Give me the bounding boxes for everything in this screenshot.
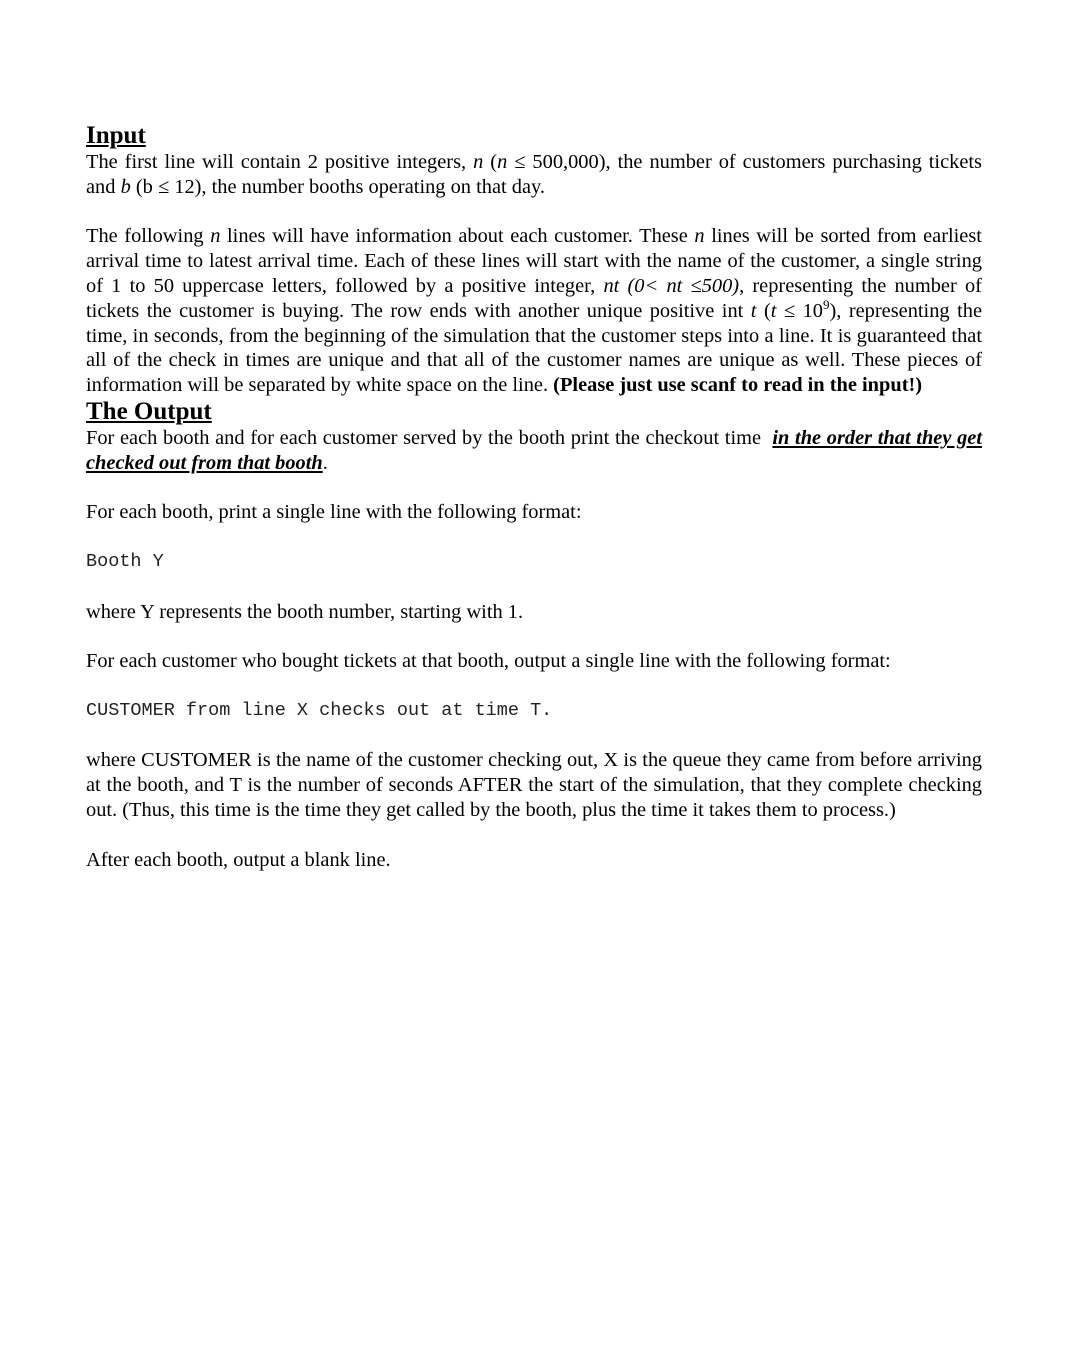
var-n: n <box>210 225 221 248</box>
document-page <box>86 122 982 872</box>
text-run: (b ≤ 12), the number booths operating on that day. <box>135 175 545 198</box>
paragraph-gap <box>86 525 982 550</box>
var-b: b <box>120 175 131 198</box>
output-paragraph-6: After each booth, output a blank line. <box>86 848 391 871</box>
input-paragraph-1 <box>86 150 982 200</box>
text-run: lines will have information about each customer. These <box>226 225 688 248</box>
code-customer-format: CUSTOMER from line X checks out at time T. <box>86 699 553 721</box>
var-n: n <box>473 151 484 173</box>
text-run: ≤ 10 <box>783 299 823 322</box>
scanf-note: (Please just use scanf to read in the input!) <box>553 374 923 397</box>
var-n: n <box>497 151 508 173</box>
paragraph-gap <box>86 200 982 225</box>
text-run: . <box>322 451 328 474</box>
exponent: 9 <box>822 296 830 312</box>
paragraph-gap <box>86 724 982 749</box>
var-n: n <box>694 225 705 248</box>
var-t: t <box>770 299 777 322</box>
order-emphasis: in the order that they get checked out from that booth <box>86 426 982 474</box>
input-heading: Input <box>86 122 146 149</box>
var-nt-expression: nt (0< nt ≤500), <box>603 274 745 297</box>
output-paragraph-3: where Y represents the booth number, starting with 1. <box>86 600 524 623</box>
output-paragraph-2: For each booth, print a single line with the following format: <box>86 501 582 524</box>
text-run: ( <box>490 151 498 173</box>
text-run: ), representing the time, in seconds, from the beginning of the simulation that the customer steps into a line. It is guaranteed that all of the check in times are unique and that all of the customer names are unique as well. These pieces of information will be separated by white space on the line. <box>86 299 982 397</box>
input-paragraph-2 <box>86 224 982 398</box>
text-run: lines will be sorted from earliest arrival time to latest arrival time. Each of these lines will start with the name of the customer, a single string of 1 to 50 uppercase letters, followed by a positive integer, <box>86 225 982 297</box>
output-paragraph-4: For each customer who bought tickets at that booth, output a single line with the following format: <box>86 650 891 673</box>
var-t: t <box>750 299 757 322</box>
text-run: representing the number of tickets the customer is buying. The row ends with another unique positive int <box>86 274 982 322</box>
output-heading: The Output <box>86 397 212 425</box>
code-booth-format: Booth Y <box>86 550 164 572</box>
text-run: For each booth and for each customer served by the booth print the checkout time <box>86 426 762 449</box>
text-run: The following <box>86 225 204 248</box>
text-run: ( <box>763 299 771 322</box>
paragraph-gap <box>86 575 982 600</box>
paragraph-gap <box>86 476 982 501</box>
text-run: ≤ 500,000), the number of customers purchasing tickets and <box>86 151 982 198</box>
paragraph-gap <box>86 674 982 699</box>
text-run: The first line will contain 2 positive integers, <box>86 151 467 173</box>
paragraph-gap <box>86 823 982 848</box>
output-paragraph-5: where CUSTOMER is the name of the customer checking out, X is the queue they came from before arriving at the booth, and T is the number of seconds AFTER the start of the simulation, that they complete checking out. (Thus, this time is the time they get called by the booth, plus the time it takes them to process.) <box>86 749 982 821</box>
output-paragraph-1 <box>86 426 982 476</box>
paragraph-gap <box>86 624 982 649</box>
